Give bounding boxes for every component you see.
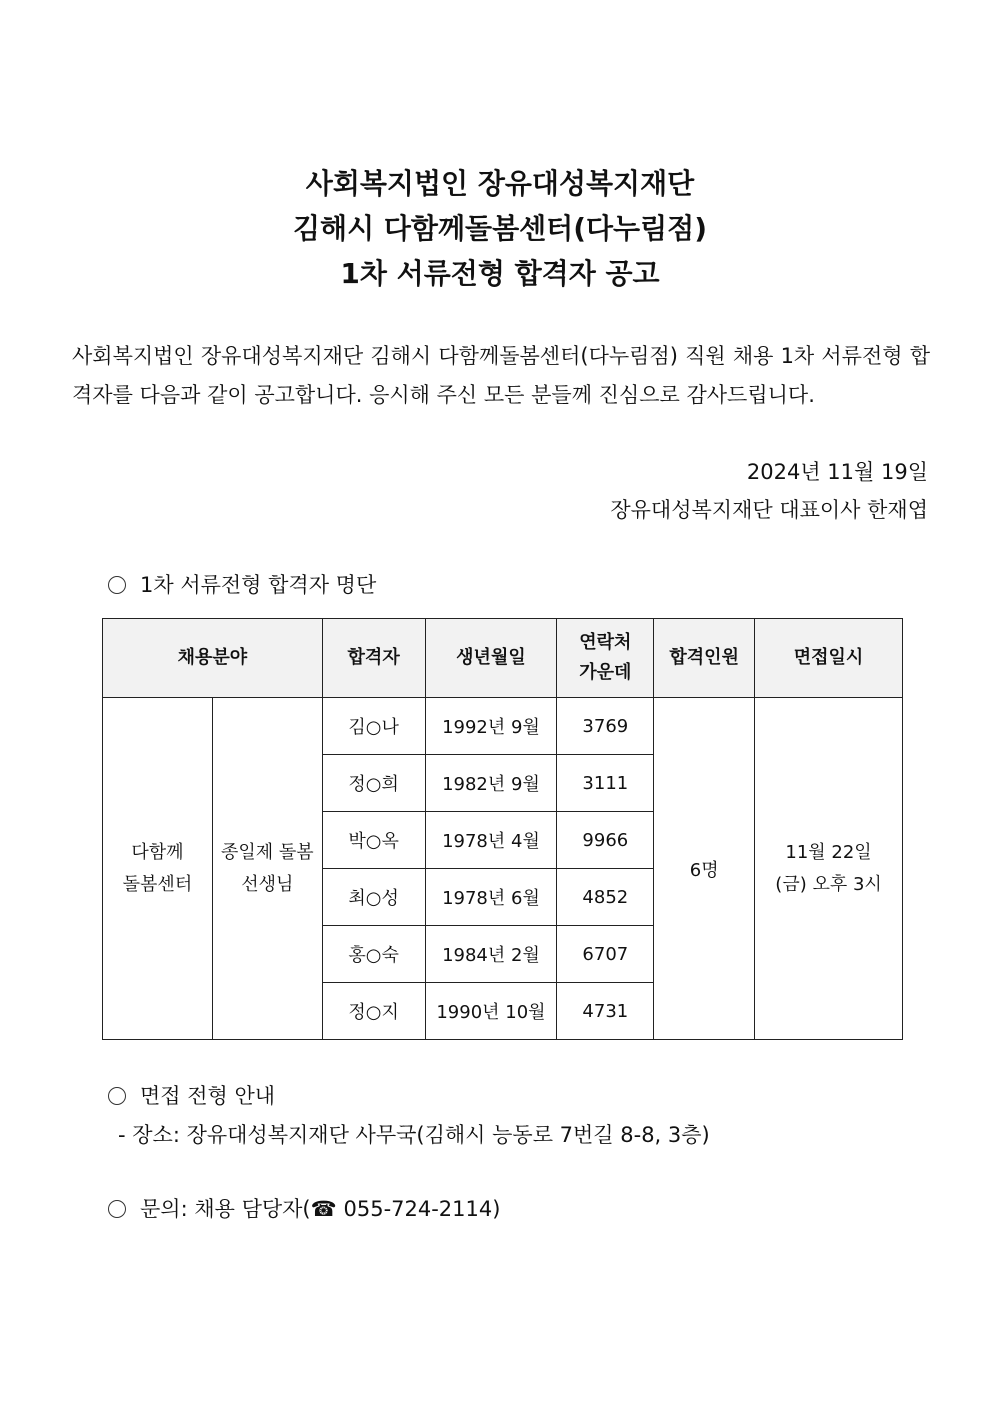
contact-phone: 055-724-2114) <box>343 1197 501 1221</box>
section-interview-heading: 면접 전형 안내 <box>108 1080 275 1110</box>
title-line-3: 1차 서류전형 합격자 공고 <box>340 257 660 290</box>
passer-birth: 1978년 6월 <box>425 869 557 926</box>
circle-bullet-icon <box>108 576 126 594</box>
table-row <box>103 698 903 755</box>
passer-phone: 3769 <box>557 698 654 755</box>
title-line-1: 사회복지법인 장유대성복지재단 <box>305 167 695 200</box>
passer-name: 정○지 <box>322 983 425 1040</box>
circle-bullet-icon <box>108 1200 126 1218</box>
intro-paragraph: 사회복지법인 장유대성복지재단 김해시 다함께돌봄센터(다누림점) 직원 채용 1차 서류전형 합격자를 다음과 같이 공고합니다. 응시해 주신 모든 분들께 진심으로 감사드립니다. <box>72 344 930 407</box>
header-phone: 연락처 가운데 <box>557 619 654 698</box>
circle-bullet-icon <box>108 1087 126 1105</box>
field-position: 종일제 돌봄선생님 <box>212 698 322 1040</box>
title-line-2: 김해시 다함께돌봄센터(다누림점) <box>292 212 707 245</box>
table-header-row <box>103 619 903 698</box>
header-field: 채용분야 <box>103 619 323 698</box>
interview-datetime: 11월 22일(금) 오후 3시 <box>755 698 903 1040</box>
header-name: 합격자 <box>322 619 425 698</box>
header-count: 합격인원 <box>654 619 755 698</box>
passer-birth: 1990년 10월 <box>425 983 557 1040</box>
passer-name: 정○희 <box>322 755 425 812</box>
passer-name: 최○성 <box>322 869 425 926</box>
section-contact: 문의: 채용 담당자(☎ 055-724-2114) <box>108 1193 500 1223</box>
announcement-date: 2024년 11월 19일 <box>746 460 928 484</box>
passers-table <box>102 618 903 1040</box>
passer-birth: 1984년 2월 <box>425 926 557 983</box>
interview-place: - 장소: 장유대성복지재단 사무국(김해시 능동로 7번길 8-8, 3층) <box>118 1123 710 1147</box>
passer-phone: 4731 <box>557 983 654 1040</box>
passer-phone: 6707 <box>557 926 654 983</box>
passer-birth: 1992년 9월 <box>425 698 557 755</box>
pass-count: 6명 <box>654 698 755 1040</box>
passer-birth: 1982년 9월 <box>425 755 557 812</box>
passer-name: 홍○숙 <box>322 926 425 983</box>
section-passers-heading: 1차 서류전형 합격자 명단 <box>108 569 376 599</box>
signature: 장유대성복지재단 대표이사 한재엽 <box>610 498 928 522</box>
passer-phone: 4852 <box>557 869 654 926</box>
header-birth: 생년월일 <box>425 619 557 698</box>
passer-name: 박○옥 <box>322 812 425 869</box>
field-category: 다함께 돌봄센터 <box>103 698 213 1040</box>
header-interview: 면접일시 <box>755 619 903 698</box>
passer-phone: 3111 <box>557 755 654 812</box>
passer-phone: 9966 <box>557 812 654 869</box>
passer-name: 김○나 <box>322 698 425 755</box>
telephone-icon: ☎ <box>310 1197 337 1221</box>
passer-birth: 1978년 4월 <box>425 812 557 869</box>
